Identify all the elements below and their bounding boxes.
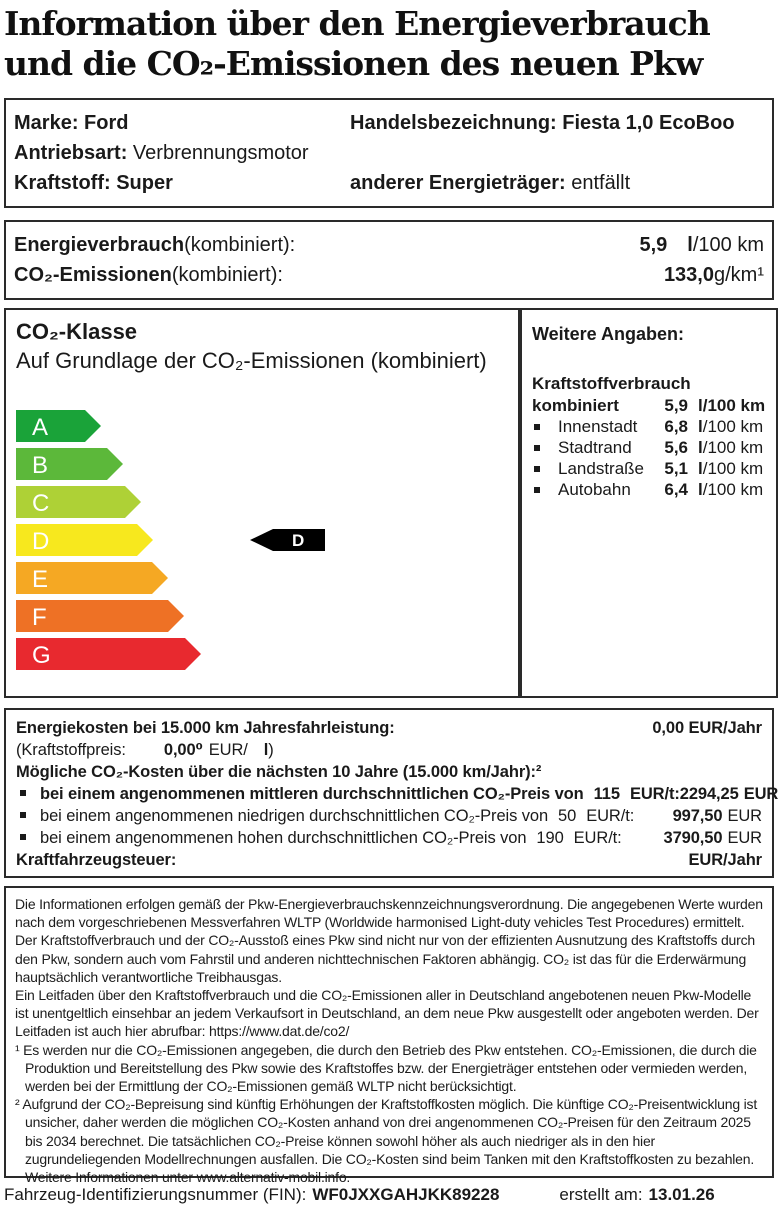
other-energy-value: entfällt	[571, 172, 631, 194]
co2-price-suffix: EUR/t:	[573, 829, 622, 847]
trade-name-label: Handelsbezeichnung:	[350, 112, 557, 134]
co2-price-suffix: EUR/t:	[629, 785, 680, 803]
energy-costs-value: 0,00 EUR/Jahr	[652, 719, 762, 737]
fuel-price-unit-litre: l	[263, 741, 269, 759]
vehicle-info-box	[4, 98, 774, 208]
drive-type-label: Antriebsart:	[14, 142, 128, 164]
co2-class-letter-G: G	[32, 642, 51, 669]
co2-cost-value: 3790,50	[663, 829, 723, 847]
bullet	[532, 416, 558, 437]
co2-cost-currency: EUR	[727, 807, 762, 825]
energy-consumption-label: Energieverbrauch	[14, 234, 185, 256]
additional-info-title: Weitere Angaben:	[532, 324, 685, 344]
co2-cost-text: bei einem angenommenen mittleren durchschnittlichen CO₂-Preis von	[40, 785, 584, 803]
co2-emissions-label-suffix: (kombiniert):	[171, 264, 283, 286]
brand-label: Marke:	[14, 112, 79, 134]
energy-consumption-value: 5,9	[639, 234, 668, 256]
bullet-square-icon	[20, 790, 26, 796]
co2-emissions-value: 133,0	[663, 264, 714, 286]
fuel-value: Super	[116, 172, 173, 194]
fuel-row-value: 5,9	[664, 396, 688, 415]
fuel-row-unit: l/100 km	[698, 459, 764, 478]
energy-consumption-row	[14, 230, 764, 260]
fuel-price-row	[16, 739, 762, 761]
fuel-row-value: 5,1	[664, 459, 688, 478]
co2-costs-heading: Mögliche CO₂-Kosten über die nächsten 10 Jahre (15.000 km/Jahr):²	[16, 763, 542, 781]
fine-print-paragraph-leitfaden: Ein Leitfaden über den Kraftstoffverbrauch und die CO₂-Emissionen aller in Deutschland angebotenen neuen Pkw-Modelle ist unentgeltlich einsehbar an jedem Verkaufsort in Deutschland, an dem neue Pkw ausgestellt oder angeboten werden. Der Leitfaden ist auch hier abrufbar: https://www.dat.de/co2/	[15, 987, 759, 1040]
fuel-label: Kraftstoff:	[14, 172, 111, 194]
footer	[4, 1185, 774, 1205]
fuel-row-unit: l/100 km	[698, 396, 766, 415]
co2-class-letter-E: E	[32, 566, 49, 593]
vehicle-tax-row	[16, 849, 762, 871]
co2-class-section	[4, 308, 774, 698]
bullet-square-icon	[20, 834, 26, 840]
fine-print-paragraph-co2-factors: Der Kraftstoffverbrauch und der CO₂-Ausstoß eines Pkw sind nicht nur von der effizienten Ausnutzung des Kraftstoffs durch den Pkw, sondern auch vom Fahrstil und anderen nichttechnischen Faktoren abhängig. CO₂ ist das für die Erderwärmung hauptsächlich verantwortliche Treibhausgas.	[15, 932, 755, 985]
co2-class-subtitle: Auf Grundlage der CO₂-Emissionen (kombiniert)	[16, 348, 487, 373]
brand-value: Ford	[84, 112, 129, 134]
fuel-consumption-table	[532, 395, 766, 500]
page-title	[4, 4, 774, 84]
co2-emissions-row	[14, 260, 764, 290]
bullet	[532, 479, 558, 500]
footnote-2: ² Aufgrund der CO₂-Bepreisung sind künftig Erhöhungen der Kraftstoffkosten möglich. Die künftige CO₂-Preisentwicklung ist unsicher, daher werden die möglichen CO₂-Kosten anhand von drei angenommenen CO₂-Preisen für den Zeitraum 2025 bis 2034 berechnet. Die tatsächlichen CO₂-Preise können sowohl höher als auch niedriger als in den hier zugrundeliegenden Modellrechnungen ausfallen. Die CO₂-Kosten sind beim Tanken mit den Kraftstoffkosten zu bezahlen. Weitere Informationen unter www.alternativ-mobil.info.	[15, 1096, 758, 1186]
fine-print-paragraph-regulation: Die Informationen erfolgen gemäß der Pkw-Energieverbrauchskennzeichnungsverordnung. Die angegebenen Werte wurden nach dem vorgeschriebenen Messverfahren WLTP (Worldwide harmonised Light-duty vehicles Test Procedures) ermittelt.	[15, 896, 763, 931]
co2-cost-row-low	[16, 805, 762, 827]
co2-cost-row-medium	[16, 783, 778, 805]
co2-class-scale-chart	[16, 410, 508, 672]
other-energy-field	[350, 168, 764, 198]
fuel-row-value: 5,6	[664, 438, 688, 457]
co2-class-letter-F: F	[32, 604, 47, 631]
energy-consumption-label-suffix: (kombiniert):	[184, 234, 296, 256]
energy-consumption-unit: l/100 km	[687, 234, 764, 256]
page-title-line2: und die CO₂-Emissionen des neuen Pkw	[4, 44, 703, 83]
vehicle-tax-value: EUR/Jahr	[688, 851, 762, 869]
bullet-square-icon	[534, 466, 540, 472]
co2-price: 190	[536, 829, 564, 847]
fin-value: WF0JXXGAHJKK89228	[312, 1185, 500, 1204]
fuel-field	[14, 168, 350, 198]
energy-costs-row	[16, 717, 762, 739]
energy-costs-box	[4, 708, 778, 878]
co2-price: 50	[558, 807, 577, 825]
fuel-row-name: Stadtrand	[558, 438, 632, 457]
page-title-line1: Information über den Energieverbrauch	[4, 4, 710, 43]
co2-cost-value: 997,50	[672, 807, 723, 825]
fuel-row-name: Innenstadt	[558, 417, 638, 436]
bullet-square-icon	[534, 424, 540, 430]
co2-cost-currency: EUR	[727, 829, 762, 847]
co2-price: 115	[593, 785, 620, 803]
trade-name-value: Fiesta 1,0 EcoBoo	[562, 112, 735, 134]
trade-name-field	[350, 108, 764, 138]
consumption-box	[4, 220, 774, 300]
co2-class-arrow-A	[16, 410, 101, 442]
co2-cost-currency: EUR	[743, 785, 778, 803]
fuel-row-name: Autobahn	[558, 480, 631, 499]
fuel-price-value: 0,00⁰	[163, 741, 203, 759]
co2-class-letter-B: B	[32, 452, 49, 479]
vehicle-tax-label: Kraftfahrzeugsteuer:	[16, 851, 177, 869]
other-energy-label: anderer Energieträger:	[350, 172, 566, 194]
fuel-price-unit: EUR/	[208, 741, 248, 759]
fuel-row-unit: l/100 km	[698, 417, 764, 436]
bullet-square-icon	[534, 445, 540, 451]
legal-fine-print-box	[4, 886, 774, 1186]
fuel-row-name: Landstraße	[558, 459, 644, 478]
co2-class-letter-C: C	[32, 490, 50, 517]
bullet	[532, 437, 558, 458]
fin-label: Fahrzeug-Identifizierungsnummer (FIN):	[4, 1185, 307, 1204]
fuel-price-close-paren: )	[268, 741, 274, 759]
bullet	[532, 458, 558, 479]
fuel-row-name: kombiniert	[532, 396, 619, 415]
vehicle-class-marker	[250, 529, 325, 551]
drive-type-field	[14, 138, 764, 168]
fuel-row-unit: l/100 km	[698, 438, 764, 457]
energy-costs-label: Energiekosten bei 15.000 km Jahresfahrleistung:	[16, 719, 395, 737]
co2-cost-text: bei einem angenommenen hohen durchschnittlichen CO₂-Preis von	[40, 829, 527, 847]
co2-emissions-label: CO₂-Emissionen	[14, 264, 172, 286]
co2-cost-row-high	[16, 827, 762, 849]
co2-class-chart-box	[4, 308, 520, 698]
co2-cost-text: bei einem angenommenen niedrigen durchschnittlichen CO₂-Preis von	[40, 807, 549, 825]
drive-type-value: Verbrennungsmotor	[132, 142, 309, 164]
fuel-consumption-section-title: Kraftstoffverbrauch	[532, 374, 691, 393]
additional-info-box	[520, 308, 778, 698]
fuel-row-value: 6,4	[664, 480, 688, 499]
created-value: 13.01.26	[648, 1185, 715, 1204]
fuel-row-unit: l/100 km	[698, 480, 764, 499]
fuel-row-value: 6,8	[664, 417, 688, 436]
brand-field	[14, 108, 350, 138]
co2-class-letter-A: A	[32, 414, 49, 441]
footnote-1: ¹ Es werden nur die CO₂-Emissionen angegeben, die durch den Betrieb des Pkw entstehen. CO₂-Emissionen, die durch die Produktion und Bereitstellung des Pkw sowie des Kraftstoffes bzw. der Energieträger entstehen oder vermieden werden, werden bei der Ermittlung der CO₂-Emissionen gemäß WLTP nicht berücksichtigt.	[15, 1041, 757, 1095]
created-label: erstellt am:	[559, 1185, 643, 1204]
fuel-price-label: (Kraftstoffpreis:	[16, 741, 126, 759]
co2-emissions-unit: g/km¹	[714, 264, 764, 286]
co2-class-letter-D: D	[32, 528, 50, 555]
co2-cost-value: 2294,25	[679, 785, 739, 803]
bullet-square-icon	[20, 812, 26, 818]
vehicle-class-marker-letter: D	[292, 531, 305, 550]
co2-price-suffix: EUR/t:	[586, 807, 635, 825]
bullet-square-icon	[534, 487, 540, 493]
co2-class-title: CO₂-Klasse	[16, 319, 138, 344]
